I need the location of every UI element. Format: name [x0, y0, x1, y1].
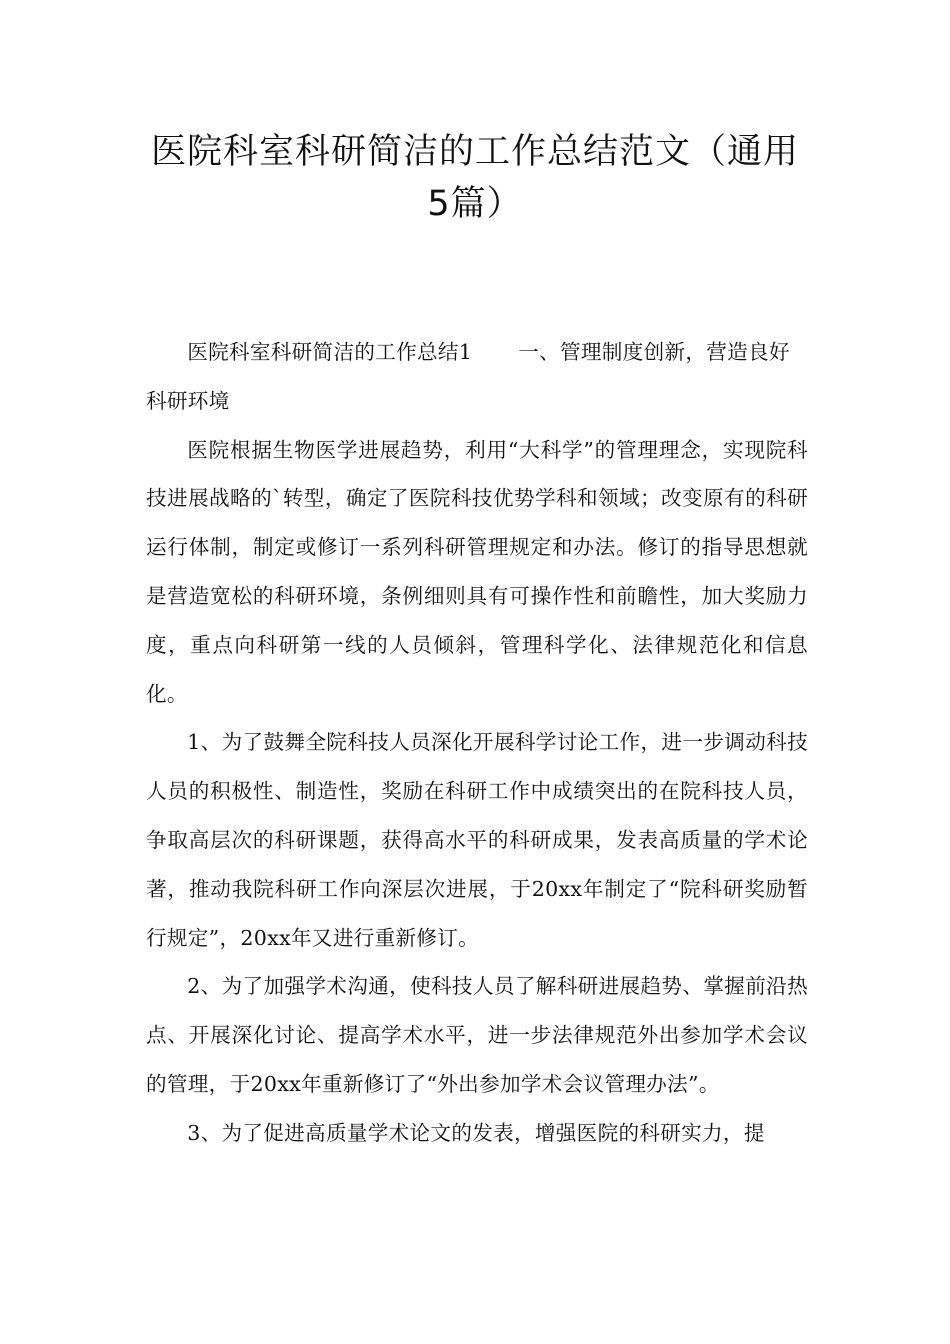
section-heading-line	[146, 328, 808, 426]
paragraph-item-1: 1、为了鼓舞全院科技人员深化开展科学讨论工作，进一步调动科技人员的积极性、制造性，奖励在科研工作中成绩突出的在院科技人员，争取高层次的科研课题，获得高水平的科研成果，发表高质量的学术论著，推动我院科研工作向深层次进展，于20xx年制定了“院科研奖励暂行规定”，20xx年又进行重新修订。	[146, 730, 808, 950]
section-heading: 医院科室科研简洁的工作总结1	[187, 340, 473, 364]
paragraph-item-2: 2、为了加强学术沟通，使科技人员了解科研进展趋势、掌握前沿热点、开展深化讨论、提高学术水平，进一步法律规范外出参加学术会议的管理，于20xx年重新修订了“外出参加学术会议管理办法”。	[146, 974, 808, 1096]
paragraph-intro: 医院根据生物医学进展趋势，利用“大科学”的管理理念，实现院科技进展战略的`转型，确定了医院科技优势学科和领域；改变原有的科研运行体制，制定或修订一系列科研管理规定和办法。修订的指导思想就是营造宽松的科研环境，条例细则具有可操作性和前瞻性，加大奖励力度，重点向科研第一线的人员倾斜，管理科学化、法律规范化和信息化。	[146, 437, 808, 706]
document-body	[146, 328, 808, 1158]
section-subheading: 一、管理制度创新，营造良好科研环境	[146, 340, 790, 413]
paragraph-item-3: 3、为了促进高质量学术论文的发表，增强医院的科研实力，提	[187, 1120, 765, 1145]
document-title: 医院科室科研简洁的工作总结范文（通用5篇）	[150, 132, 799, 224]
